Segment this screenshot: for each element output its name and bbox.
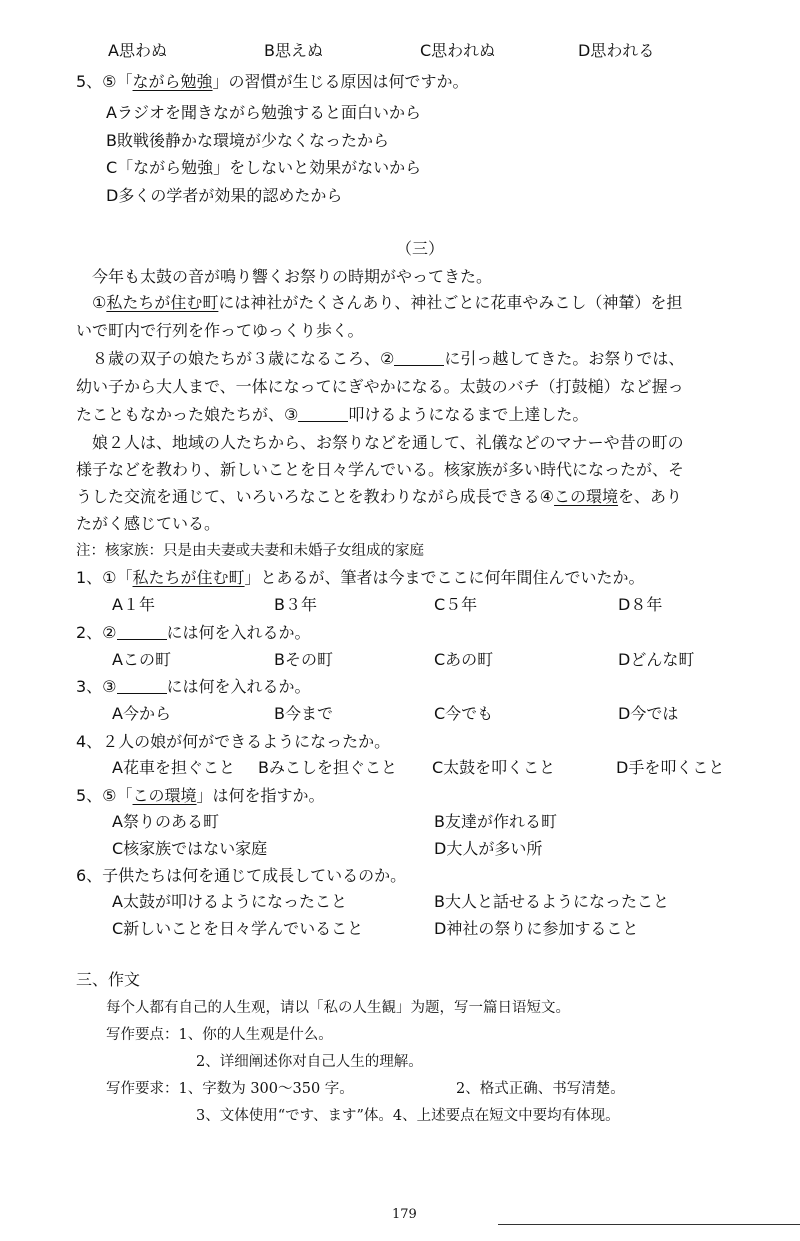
passage-p4-line4: たがく感じている。 [76,514,221,533]
q1-option-b: B３年 [274,595,317,614]
prev-q4-option-d: D思われる [578,41,655,60]
q6-option-b: B大人と話せるようになったこと [434,892,669,911]
q5-option-b: B友達が作れる町 [434,812,557,831]
composition-requirements: 写作要求：1、字数为 300～350 字。 [106,1081,354,1097]
q3-option-a: A今から [112,704,171,723]
passage-p4-line1: 娘２人は、地域の人たちから、お祭りなどを通して、礼儀などのマナーや昔の町の [92,433,684,452]
q3-blank [117,677,167,694]
composition-point-2: 2、详细阐述你对自己人生的理解。 [196,1054,423,1070]
passage-p3-line2: 幼い子から大人まで、一体になってにぎやかになる。太鼓のバチ（打鼓槌）など握っ [76,377,684,396]
prev-q5-question: 5、⑤「ながら勉強」の習慣が生じる原因は何ですか。 [76,72,469,91]
q5-option-c: C核家族ではない家庭 [112,839,268,858]
prev-q5-option-b: B敗戦後静かな環境が少なくなったから [106,131,389,150]
prev-q5-option-d: D多くの学者が効果的認めたから [106,186,343,205]
passage-p3-line1: ８歳の双子の娘たちが３歳になるころ、② に引っ越してきた。お祭りでは、 [92,349,685,368]
composition-req-2: 2、格式正确、书写清楚。 [456,1081,625,1097]
q1-option-a: A１年 [112,595,155,614]
q1-option-c: C５年 [434,595,478,614]
question-1: 1、①「私たちが住む町」とあるが、筆者は今までここに何年間住んでいたか。 [76,568,645,587]
q2-option-a: Aこの町 [112,650,171,669]
composition-heading: 三、作文 [76,970,141,989]
passage-p3-line3: たこともなかった娘たちが、③ 叩けるようになるまで上達した。 [76,405,589,424]
blank-2 [394,349,444,366]
q3-option-c: C今でも [434,704,494,723]
passage-p1: 今年も太鼓の音が鳴り響くお祭りの時期がやってきた。 [92,267,493,286]
composition-prompt: 每个人都有自己的人生观，请以「私の人生観」为题，写一篇日语短文。 [106,1000,570,1016]
question-2: 2、② には何を入れるか。 [76,623,311,642]
passage-p4-line2: 様子などを教わり、新しいことを日々学んでいる。核家族が多い時代になったが、そ [76,460,685,479]
q4-option-a: A花車を担ぐこと [112,758,235,777]
question-3: 3、③ には何を入れるか。 [76,677,311,696]
q2-option-c: Cあの町 [434,650,494,669]
section-heading: （三） [396,239,445,258]
passage-p2-line1: ①私たちが住む町には神社がたくさんあり、神社ごとに花車やみこし（神輦）を担 [92,293,683,312]
q6-option-d: D神社の祭りに参加すること [434,919,639,938]
q4-option-c: C太鼓を叩くこと [432,758,556,777]
q6-option-c: C新しいことを日々学んでいること [112,919,364,938]
composition-req-3-4: 3、文体使用“です、ます”体。4、上述要点在短文中要均有体现。 [196,1108,620,1124]
question-5: 5、⑤「この環境」は何を指すか。 [76,786,325,805]
question-6: 6、子供たちは何を通じて成長しているのか。 [76,866,407,885]
composition-points: 写作要点：1、你的人生观是什么。 [106,1027,333,1043]
passage-note: 注：核家族：只是由夫妻或夫妻和未婚子女组成的家庭 [76,543,424,559]
q5-option-d: D大人が多い所 [434,839,543,858]
prev-q5-option-a: Aラジオを聞きながら勉強すると面白いから [106,103,421,122]
prev-q4-option-b: B思えぬ [264,41,323,60]
passage-p4-line3: うした交流を通じて、いろいろなことを教わりながら成長できる④この環境を、あり [76,487,683,506]
prev-q4-option-c: C思われぬ [420,41,496,60]
q2-option-d: Dどんな町 [618,650,695,669]
question-4: 4、２人の娘が何ができるようになったか。 [76,732,391,751]
prev-q5-option-c: C「ながら勉強」をしないと効果がないから [106,158,422,177]
q4-option-b: Bみこしを担ぐこと [258,758,397,777]
q5-option-a: A祭りのある町 [112,812,219,831]
q2-option-b: Bその町 [274,650,333,669]
q3-option-d: D今では [618,704,679,723]
footer-rule [498,1224,800,1225]
q2-blank [117,623,167,640]
q6-option-a: A太鼓が叩けるようになったこと [112,892,347,911]
q4-option-d: D手を叩くこと [616,758,725,777]
q1-option-d: D８年 [618,595,663,614]
q3-option-b: B今まで [274,704,333,723]
page-number: 179 [392,1207,417,1222]
prev-q4-option-a: A思わぬ [108,41,167,60]
blank-3 [298,405,348,422]
passage-p2-line2: いで町内で行列を作ってゆっくり歩く。 [76,321,364,340]
